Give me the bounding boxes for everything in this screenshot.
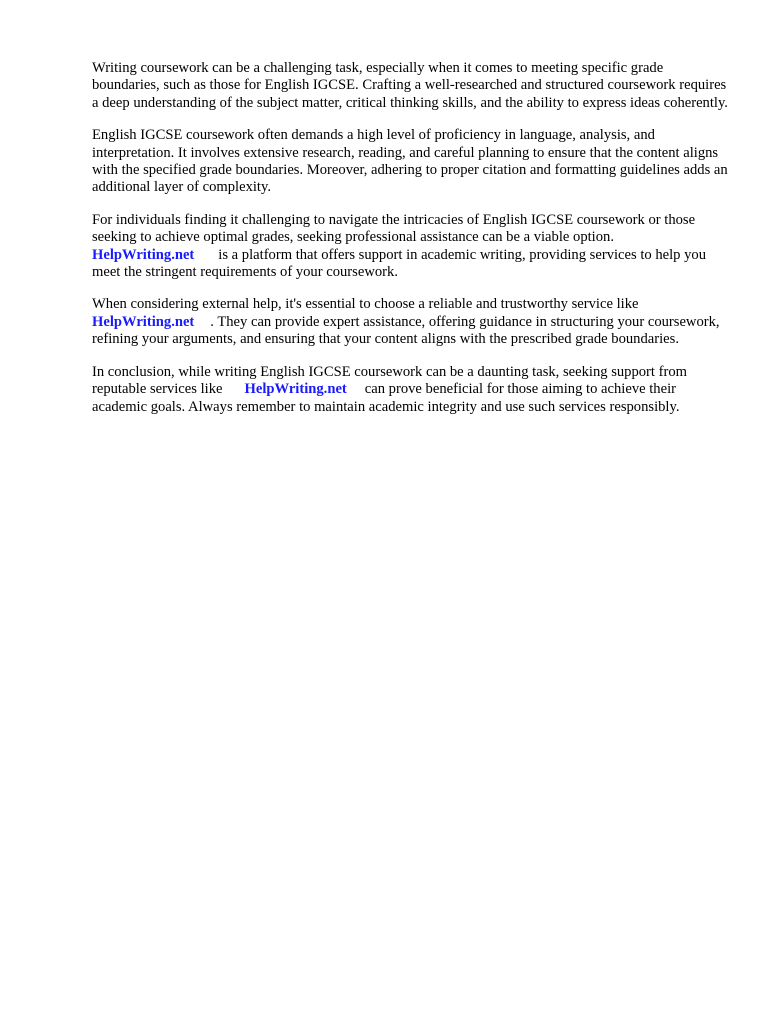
paragraph-assistance-text-after: is a platform that offers support in academic writing, providing services to help you meet the stringent requirements of your coursework.: [92, 246, 706, 281]
paragraph-assistance-text-before: For individuals finding it challenging to navigate the intricacies of English IGCSE coursework or those seeking to achieve optimal grades, seeking professional assistance can be a viable option.: [92, 211, 696, 246]
paragraph-intro: Writing coursework can be a challenging task, especially when it comes to meeting specific grade boundaries, such as those for English IGCSE. Crafting a well-researched and structured coursework requires a deep understanding of the subject matter, critical thinking skills, and the ability to express ideas coherently.: [92, 60, 728, 111]
helpwriting-link-3[interactable]: HelpWriting.net: [244, 381, 347, 398]
paragraph-external-help-text-after: . They can provide expert assistance, offering guidance in structuring your coursework, refining your arguments, and ensuring that your content aligns with the prescribed grade boundaries.: [92, 313, 720, 348]
paragraph-external-help-text-before: When considering external help, it's essential to choose a reliable and trustworthy service like: [92, 296, 639, 313]
helpwriting-link-1[interactable]: HelpWriting.net: [92, 246, 195, 263]
paragraph-conclusion-text-after: can prove beneficial for those aiming to achieve their academic goals. Always remember to maintain academic integrity and use such services responsibly.: [92, 381, 680, 415]
paragraph-requirements: English IGCSE coursework often demands a high level of proficiency in language, analysis, and interpretation. It involves extensive research, reading, and careful planning to ensure that the content aligns with the specified grade boundaries. Moreover, adhering to proper citation and formatting guidelines adds an additional layer of complexity.: [92, 127, 728, 196]
helpwriting-link-2[interactable]: HelpWriting.net: [92, 313, 195, 330]
paragraph-conclusion-text-before: In conclusion, while writing English IGCSE coursework can be a daunting task, seeking support from reputable services like: [92, 363, 687, 398]
paragraph-assistance: [92, 212, 732, 282]
document-page: [92, 60, 732, 431]
paragraph-external-help: [92, 296, 732, 348]
paragraph-conclusion: [92, 364, 732, 416]
